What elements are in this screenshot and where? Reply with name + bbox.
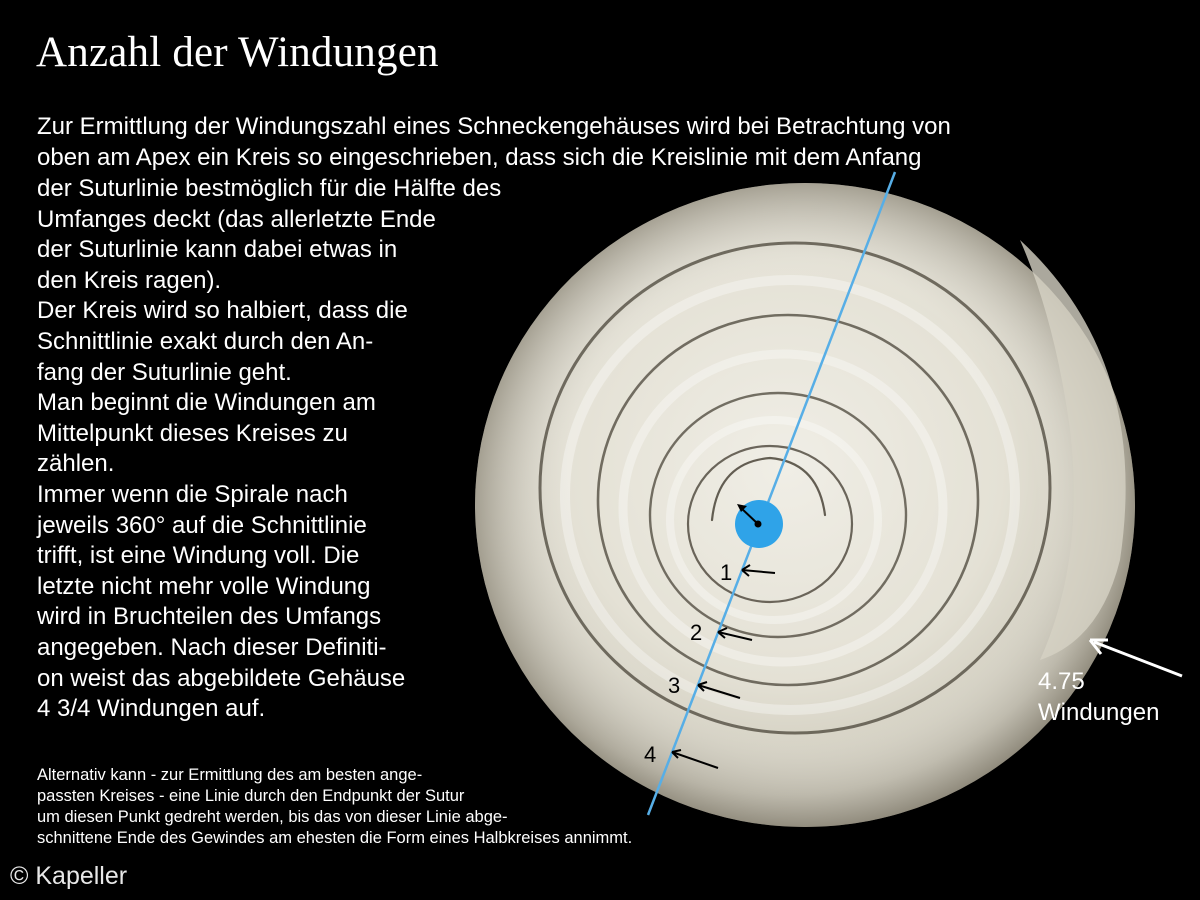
explain-line: 4 3/4 Windungen auf. (37, 695, 266, 723)
explain-line: Mittelpunkt dieses Kreises zu (37, 419, 348, 447)
explain-line: Schnittlinie exakt durch den An- (37, 327, 374, 355)
whorl-label-1: 1 (720, 560, 733, 585)
explain-line: Immer wenn die Spirale nach (37, 480, 348, 508)
footnote-line: passten Kreises - eine Linie durch den Endpunkt der Sutur (37, 787, 465, 805)
whorl-label-4: 4 (644, 742, 657, 767)
explain-line: zählen. (37, 450, 115, 478)
explain-line: der Suturlinie bestmöglich für die Hälfte des (37, 175, 502, 202)
intro-line: Zur Ermittlung der Windungszahl eines Schneckengehäuses wird bei Betrachtung von (37, 113, 951, 140)
explain-line: trifft, ist eine Windung voll. Die (37, 542, 360, 570)
whorl-count-result (1038, 666, 1159, 728)
explain-line: den Kreis ragen). (37, 266, 222, 294)
copyright-notice: © Kapeller (10, 862, 128, 890)
explain-line: letzte nicht mehr volle Windung (37, 572, 371, 600)
footnote (37, 765, 632, 849)
explain-line: wird in Bruchteilen des Umfangs (37, 603, 382, 631)
explanation-paragraph (37, 174, 1177, 725)
explain-line: jeweils 360° auf die Schnittlinie (37, 511, 367, 539)
whorl-count-unit: Windungen (1038, 699, 1160, 726)
explain-line: fang der Suturlinie geht. (37, 358, 292, 386)
footnote-line: schnittene Ende des Gewindes am ehesten die Form eines Halbkreises annimmt. (37, 829, 633, 847)
explain-line: angegeben. Nach dieser Definiti- (37, 633, 387, 661)
explain-line: Der Kreis wird so halbiert, dass die (37, 297, 408, 325)
explain-line: Umfanges deckt (das allerletzte Ende (37, 205, 436, 233)
whorl-label-2: 2 (690, 620, 703, 645)
explain-line: on weist das abgebildete Gehäuse (37, 664, 406, 692)
footnote-line: um diesen Punkt gedreht werden, bis das von dieser Linie abge- (37, 808, 508, 826)
page-title: Anzahl der Windungen (36, 29, 439, 76)
explain-line: Man beginnt die Windungen am (37, 389, 376, 417)
whorl-count-value: 4.75 (1038, 668, 1085, 695)
explain-line: der Suturlinie kann dabei etwas in (37, 236, 398, 264)
intro-line: oben am Apex ein Kreis so eingeschrieben, dass sich die Kreislinie mit dem Anfang (37, 143, 922, 171)
footnote-line: Alternativ kann - zur Ermittlung des am besten ange- (37, 766, 423, 784)
whorl-label-3: 3 (668, 673, 681, 698)
